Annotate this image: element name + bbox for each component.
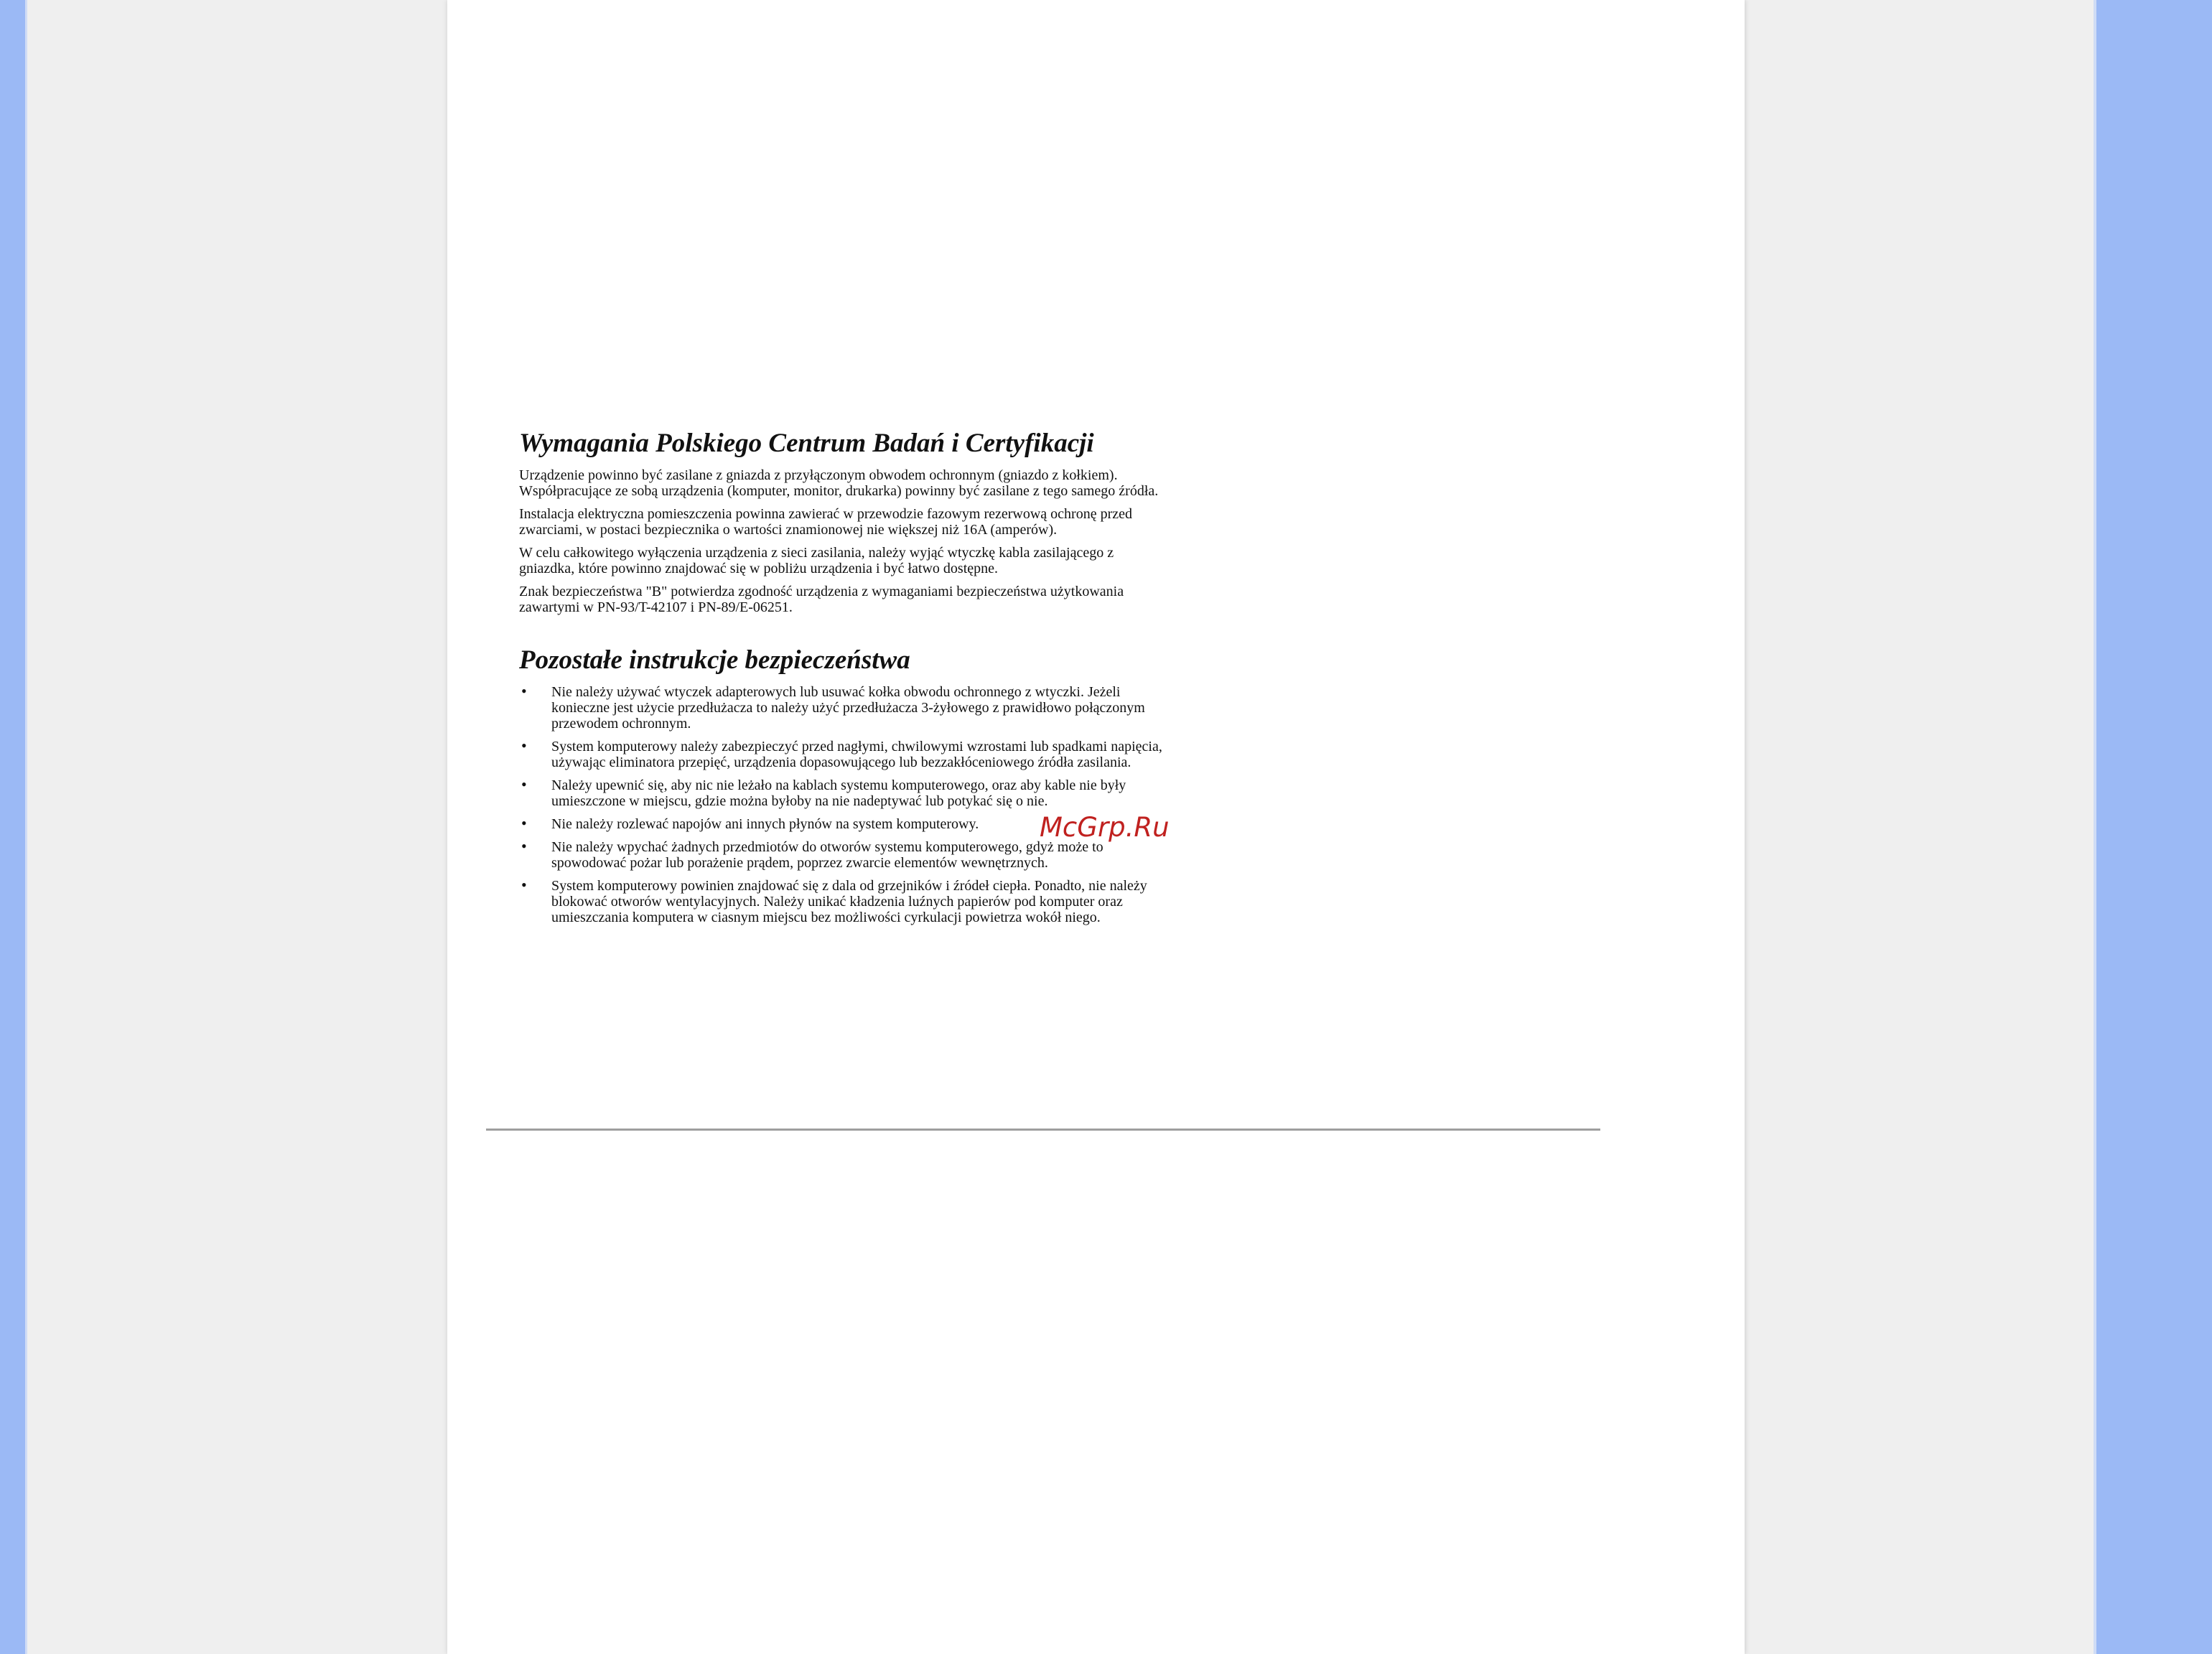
list-item-text: Nie należy używać wtyczek adapterowych lub usuwać kołka obwodu ochronnego z wtyczki. Jeżeli konieczne jest użycie przedłużacza to należy użyć przedłużacza 3-żyłowego z prawidłowo połączonym przewodem ochronnym.	[551, 684, 1145, 732]
watermark-text: McGrp.Ru	[1040, 812, 1170, 843]
list-item	[519, 777, 1165, 809]
safety-list	[519, 684, 1165, 925]
bullet-icon: •	[521, 775, 527, 793]
horizontal-divider	[486, 1129, 1600, 1131]
right-margin	[1745, 0, 2094, 1654]
section-title-pcbc: Wymagania Polskiego Centrum Badań i Certyfikacji	[519, 429, 1094, 458]
list-item-text: System komputerowy powinien znajdować się z dala od grzejników i źródeł ciepła. Ponadto, nie należy blokować otworów wentylacyjnych. Należy unikać kładzenia luźnych papierów pod komputer oraz umieszczania komputera w ciasnym miejscu bez możliwości cyrkulacji powietrza wokół niego.	[551, 878, 1147, 925]
list-item-text: Nie należy rozlewać napojów ani innych płynów na system komputerowy.	[551, 816, 979, 832]
list-item	[519, 878, 1165, 925]
paragraph: Instalacja elektryczna pomieszczenia powinna zawierać w przewodzie fazowym rezerwową ochronę przed zwarciami, w postaci bezpiecznika o wartości znamionowej nie większej niż 16A (amperów).	[519, 506, 1132, 538]
list-item	[519, 684, 1165, 732]
paragraph: W celu całkowitego wyłączenia urządzenia z sieci zasilania, należy wyjąć wtyczkę kabla zasilającego z gniazdka, które powinno znajdować się w pobliżu urządzenia i być łatwo dostępne.	[519, 545, 1114, 576]
bullet-icon: •	[521, 837, 527, 855]
list-item-text: System komputerowy należy zabezpieczyć przed nagłymi, chwilowymi wzrostami lub spadkami napięcia, używając eliminatora przepięć, urządzenia dopasowującego lub bezzakłóceniowego źródła zasilania.	[551, 739, 1162, 770]
list-item	[519, 739, 1165, 770]
bullet-icon: •	[521, 814, 527, 832]
bullet-icon: •	[521, 876, 527, 894]
paragraph: Znak bezpieczeństwa "B" potwierdza zgodność urządzenia z wymaganiami bezpieczeństwa użytkowania zawartymi w PN-93/T-42107 i PN-89/E-06251.	[519, 584, 1124, 615]
bullet-icon: •	[521, 682, 527, 700]
left-margin	[27, 0, 447, 1654]
bullet-icon: •	[521, 737, 527, 754]
right-window-border	[2094, 0, 2212, 1654]
paragraph: Urządzenie powinno być zasilane z gniazda z przyłączonym obwodem ochronnym (gniazdo z kołkiem). Współpracujące ze sobą urządzenia (komputer, monitor, drukarka) powinny być zasilane z tego samego źródła.	[519, 467, 1159, 499]
left-window-border	[0, 0, 27, 1654]
list-item-text: Nie należy wpychać żadnych przedmiotów do otworów systemu komputerowego, gdyż może to spowodować pożar lub porażenie prądem, poprzez zwarcie elementów wewnętrznych.	[551, 839, 1103, 871]
page-content	[519, 427, 1165, 933]
list-item-text: Należy upewnić się, aby nic nie leżało na kablach systemu komputerowego, oraz aby kable nie były umieszczone w miejscu, gdzie można byłoby na nie nadeptywać lub potykać się o nie.	[551, 777, 1126, 809]
section-title-safety: Pozostałe instrukcje bezpieczeństwa	[519, 645, 910, 675]
